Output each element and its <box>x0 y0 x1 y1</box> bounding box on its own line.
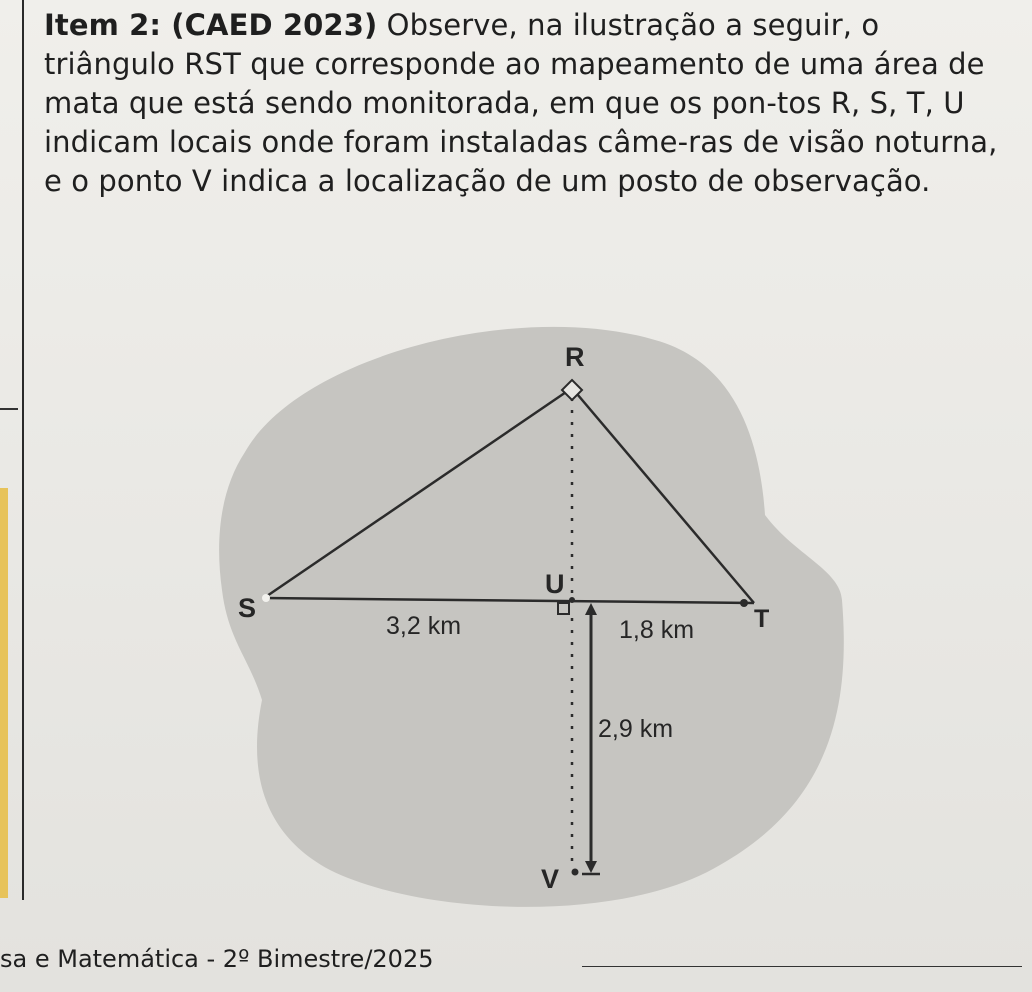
label-point-u: U <box>545 569 565 599</box>
camera-t-point <box>740 599 748 607</box>
item-label: Item 2: (CAED 2023) <box>44 8 378 42</box>
label-point-v: V <box>541 864 560 894</box>
forest-area <box>219 327 844 907</box>
page-footer: sa e Matemática - 2º Bimestre/2025 <box>0 945 434 973</box>
measure-uv: 2,9 km <box>598 715 674 743</box>
label-point-s: S <box>238 593 257 623</box>
question-body: Observe, na ilustração a seguir, o triângulo RST que corresponde ao mapeamento de uma área de mata que está sendo monitorada, em que os pon-tos R, S, T, U indicam locais onde foram instaladas câme-ras de visão noturna, e o ponto V indica a localização de um posto de observação. <box>44 8 998 198</box>
measure-su: 3,2 km <box>386 612 462 640</box>
label-point-t: T <box>754 605 770 633</box>
camera-s-point <box>262 594 270 602</box>
footer-rule <box>582 966 1022 967</box>
measure-ut: 1,8 km <box>619 616 695 644</box>
camera-u-point <box>569 597 575 603</box>
label-point-r: R <box>565 342 585 372</box>
observation-post-v-point <box>572 869 579 876</box>
